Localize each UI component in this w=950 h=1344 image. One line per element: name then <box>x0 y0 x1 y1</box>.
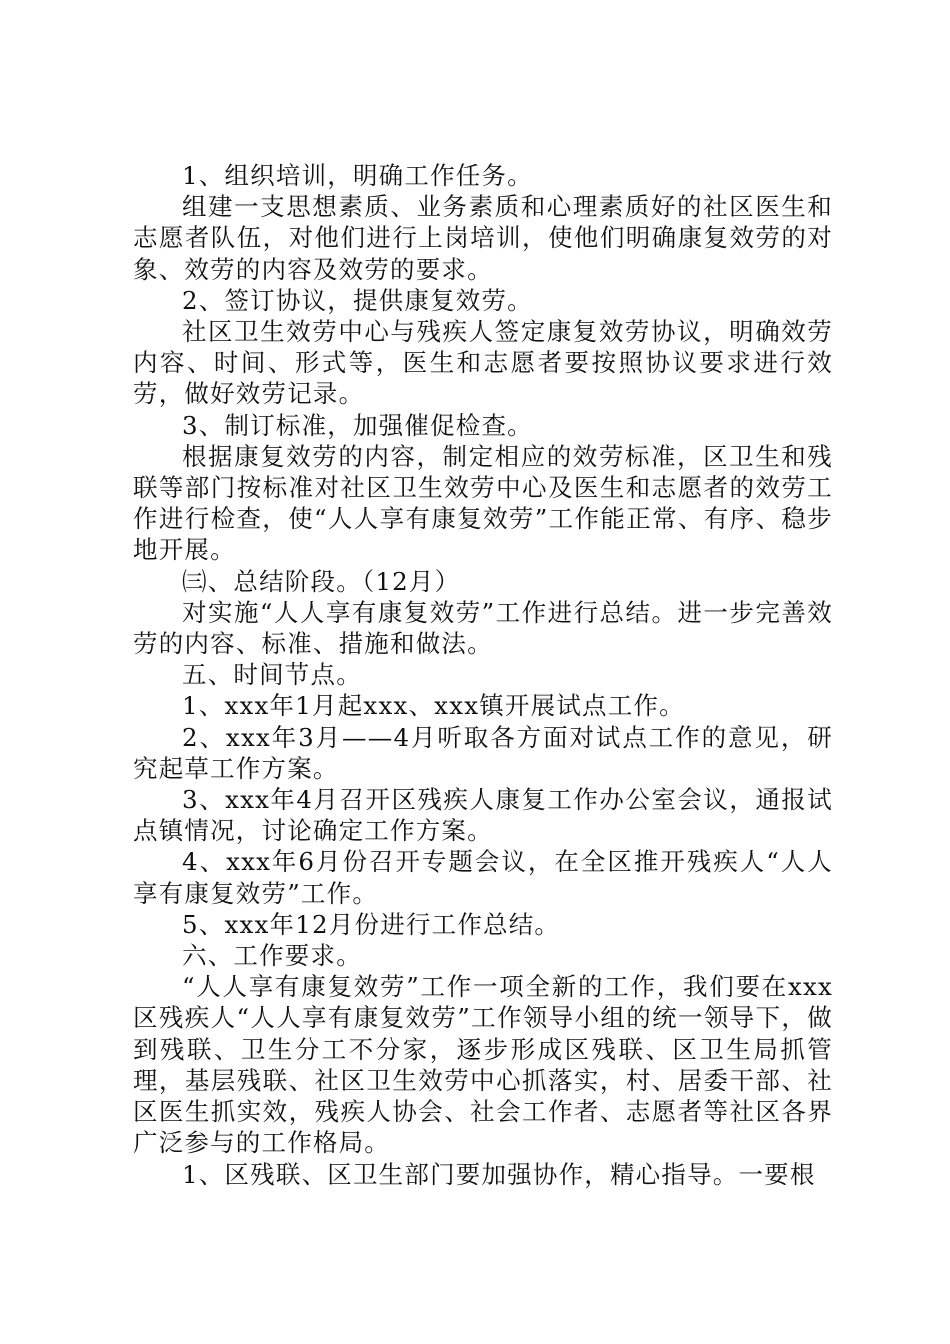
paragraph-training: 组建一支思想素质、业务素质和心理素质好的社区医生和志愿者队伍，对他们进行上岗培训，使他们明确康复效劳的对象、效劳的内容及效劳的要求。 <box>133 192 833 284</box>
section-heading-training: 1、组织培训，明确工作任务。 <box>182 161 533 190</box>
timeline-item-2: 2、xxx年3月——4月听取各方面对试点工作的意见，研究起草工作方案。 <box>133 722 833 783</box>
section-heading-agreement: 2、签订协议，提供康复效劳。 <box>182 285 533 315</box>
timeline-item-5: 5、xxx年12月份进行工作总结。 <box>182 909 561 939</box>
paragraph-summary-stage: 对实施“人人享有康复效劳”工作进行总结。进一步完善效劳的内容、标准、措施和做法。 <box>133 597 833 659</box>
timeline-item-4: 4、xxx年6月份召开专题会议，在全区推开残疾人“人人享有康复效劳”工作。 <box>133 847 833 908</box>
section-heading-summary-stage: ㈢、总结阶段。（12月） <box>182 566 461 596</box>
section-heading-timeline: 五、时间节点。 <box>182 660 362 690</box>
timeline-item-3: 3、xxx年4月召开区残疾人康复工作办公室会议，通报试点镇情况，讨论确定工作方案。 <box>133 785 833 846</box>
document-body <box>133 160 833 1190</box>
requirement-item-1: 1、区残联、区卫生部门要加强协作，精心指导。一要根 <box>182 1159 816 1189</box>
paragraph-requirements: “人人享有康复效劳”工作一项全新的工作，我们要在xxx区残疾人“人人享有康复效劳”工作领导小组的统一领导下，做到残联、卫生分工不分家，逐步形成区残联、区卫生局抓管理，基层残联、社区卫生效劳中心抓落实，村、居委干部、社区医生抓实效，残疾人协会、社会工作者、志愿者等社区各界广泛参与的工作格局。 <box>133 972 833 1158</box>
section-heading-standards: 3、制订标准，加强催促检查。 <box>182 410 533 440</box>
paragraph-standards: 根据康复效劳的内容，制定相应的效劳标准，区卫生和残联等部门按标准对社区卫生效劳中心及医生和志愿者的效劳工作进行检查，使“人人享有康复效劳”工作能正常、有序、稳步地开展。 <box>133 441 833 565</box>
timeline-item-1: 1、xxx年1月起xxx、xxx镇开展试点工作。 <box>182 691 685 721</box>
section-heading-requirements: 六、工作要求。 <box>182 941 362 971</box>
paragraph-agreement: 社区卫生效劳中心与残疾人签定康复效劳协议，明确效劳内容、时间、形式等，医生和志愿者要按照协议要求进行效劳，做好效劳记录。 <box>133 317 833 409</box>
